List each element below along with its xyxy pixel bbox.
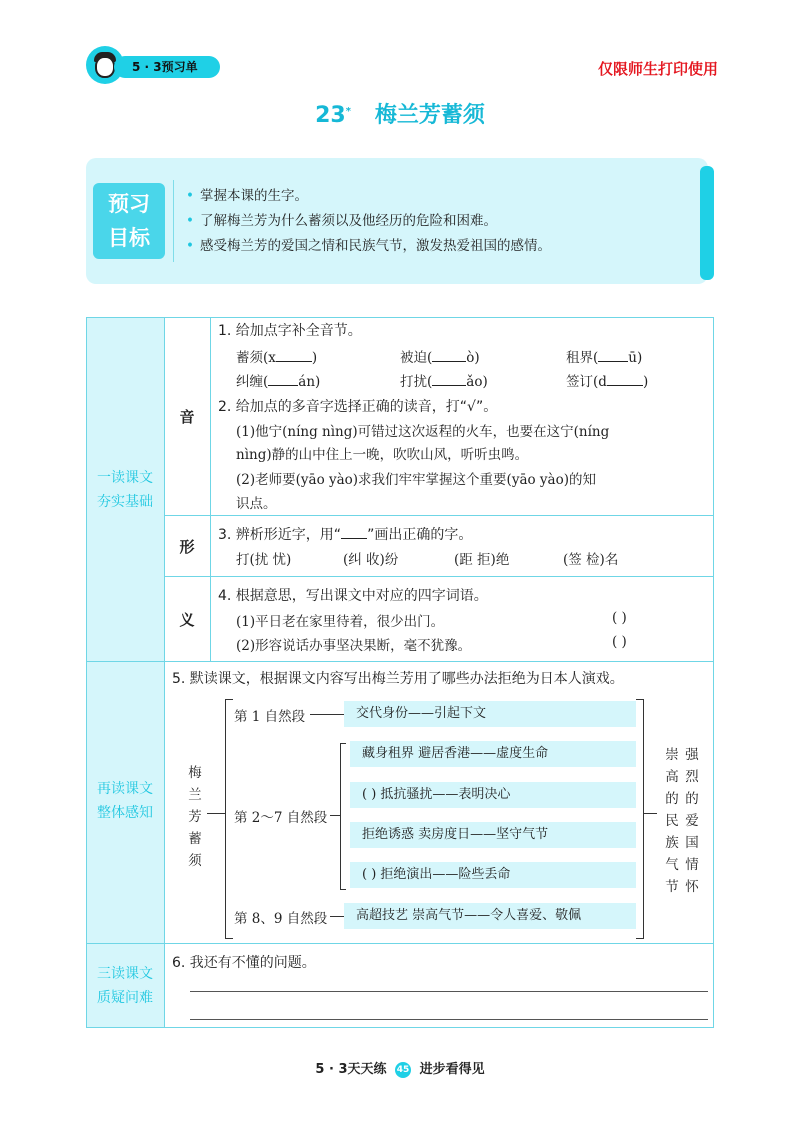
answer-blank[interactable] xyxy=(432,347,466,362)
q5-prompt: 5. 默读课文，根据课文内容写出梅兰芳用了哪些办法拒绝为日本人演戏。 xyxy=(172,671,624,687)
q4-answer-paren[interactable]: ( ) xyxy=(612,634,627,650)
bracket-line xyxy=(225,699,226,939)
q3-item[interactable]: (纠 收)纷 xyxy=(343,552,399,568)
diagram-box-fill[interactable]: ( ) 拒绝演出——险些丢命 xyxy=(350,862,636,888)
q4-item: (1)平日老在家里待着，很少出门。 xyxy=(236,614,445,630)
q2-sentence-line: (1)他宁(níng nìng)可错过这次返程的火车，也要在这宁(níng xyxy=(236,424,610,440)
q2-prompt: 2. 给加点的多音字选择正确的读音，打“√”。 xyxy=(218,399,498,415)
q4-item: (2)形容说话办事坚决果断，毫不犹豫。 xyxy=(236,638,472,654)
bracket-line xyxy=(225,938,233,939)
underline-sample xyxy=(341,524,367,539)
para-label: 第 8、9 自然段 xyxy=(234,911,328,927)
bracket-line xyxy=(340,743,346,744)
category-shape: 形 xyxy=(179,538,195,556)
q3-prompt: 3. 辨析形近字，用“ ”画出正确的字。 xyxy=(218,524,472,544)
para-label: 第 2～7 自然段 xyxy=(234,810,328,826)
q4-answer-paren[interactable]: ( ) xyxy=(612,610,627,626)
category-sound: 音 xyxy=(179,408,195,426)
restriction-note: 仅限师生打印使用 xyxy=(597,60,718,78)
q1-item: 打扰( ǎo) xyxy=(400,370,488,390)
writing-line[interactable] xyxy=(190,991,708,992)
connector-line xyxy=(207,813,225,814)
q2-sentence-line: (2)老师要(yāo yào)求我们牢牢掌握这个重要(yāo yào)的知 xyxy=(236,472,596,488)
series-label: 5 · 3预习单 xyxy=(114,56,220,78)
footer-right: 进步看得见 xyxy=(419,1062,485,1077)
bullet-icon: • xyxy=(186,213,194,229)
bracket-line xyxy=(636,938,644,939)
bullet-icon: • xyxy=(186,238,194,254)
goals-badge xyxy=(93,183,165,259)
diagram-box-fill[interactable]: ( ) 抵抗骚扰——表明决心 xyxy=(350,782,636,808)
goal-item: • 了解梅兰芳为什么蓄须以及他经历的危险和困难。 xyxy=(186,213,497,229)
goals-divider xyxy=(173,180,174,262)
row-divider xyxy=(164,576,714,577)
bracket-line xyxy=(225,699,233,700)
goal-item: • 掌握本课的生字。 xyxy=(186,188,308,204)
section-first-label: 一读课文 夯实基础 xyxy=(97,470,153,510)
section-third-label: 三读课文 质疑问难 xyxy=(97,966,153,1006)
answer-blank[interactable] xyxy=(607,371,643,386)
lesson-title xyxy=(0,98,800,129)
section-second-label: 再读课文 整体感知 xyxy=(97,781,153,821)
q2-sentence-line: 识点。 xyxy=(236,496,277,512)
conclusion-text: 崇高的民族气节 xyxy=(665,747,679,895)
goals-side-bar xyxy=(700,166,714,280)
q2-sentence-line: nìng)静的山中住上一晚，吹吹山风，听听虫鸣。 xyxy=(236,447,529,463)
para-label: 第 1 自然段 xyxy=(234,709,306,725)
lesson-number: 23 xyxy=(315,103,346,128)
diagram-box: 高超技艺 崇高气节——令人喜爱、敬佩 xyxy=(344,903,636,929)
goal-item: • 感受梅兰芳的爱国之情和民族气节，激发热爱祖国的感情。 xyxy=(186,238,551,254)
row-divider xyxy=(164,515,714,516)
answer-blank[interactable] xyxy=(276,347,312,362)
q1-item: 被迫( ò) xyxy=(400,346,480,366)
goals-badge-line1: 预习 xyxy=(108,192,150,216)
q1-item: 蓄须(x ) xyxy=(236,346,317,366)
q1-prompt: 1. 给加点字补全音节。 xyxy=(218,323,362,339)
bracket-line xyxy=(340,889,346,890)
connector-line xyxy=(310,714,344,715)
diagram-box: 拒绝诱惑 卖房度日——坚守气节 xyxy=(350,822,636,848)
category-meaning: 义 xyxy=(179,611,195,629)
footer xyxy=(0,1058,800,1078)
answer-blank[interactable] xyxy=(598,347,628,362)
q3-item[interactable]: (签 检)名 xyxy=(563,552,619,568)
diagram-root: 梅兰芳蓄须 xyxy=(188,765,202,869)
goals-badge-line2: 目标 xyxy=(108,226,150,250)
bracket-line xyxy=(636,699,644,700)
conclusion-text: 强烈的爱国情怀 xyxy=(685,747,699,895)
footer-left: 5 · 3天天练 xyxy=(315,1062,387,1077)
bracket-line xyxy=(643,699,644,939)
diagram-box: 藏身租界 避居香港——虚度生命 xyxy=(350,741,636,767)
connector-line xyxy=(330,916,344,917)
row-divider xyxy=(86,661,714,662)
q1-item: 租界( ū) xyxy=(566,346,642,366)
column-divider xyxy=(210,317,211,661)
q1-item: 签订(d ) xyxy=(566,370,648,390)
q4-prompt: 4. 根据意思，写出课文中对应的四字词语。 xyxy=(218,588,488,604)
q3-item[interactable]: (距 拒)绝 xyxy=(454,552,510,568)
q3-item[interactable]: 打(扰 忧) xyxy=(236,552,292,568)
connector-line xyxy=(330,815,340,816)
answer-blank[interactable] xyxy=(268,371,298,386)
q6-prompt: 6. 我还有不懂的问题。 xyxy=(172,955,316,971)
page-number: 45 xyxy=(395,1062,411,1078)
bracket-line xyxy=(340,743,341,890)
bullet-icon: • xyxy=(186,188,194,204)
row-divider xyxy=(86,943,714,944)
writing-line[interactable] xyxy=(190,1019,708,1020)
answer-blank[interactable] xyxy=(432,371,466,386)
diagram-box: 交代身份——引起下文 xyxy=(344,701,636,727)
lesson-name: 梅兰芳蓄须 xyxy=(374,103,485,128)
lesson-marker: * xyxy=(345,105,351,117)
q1-item: 纠缠( án) xyxy=(236,370,320,390)
connector-line xyxy=(643,813,657,814)
